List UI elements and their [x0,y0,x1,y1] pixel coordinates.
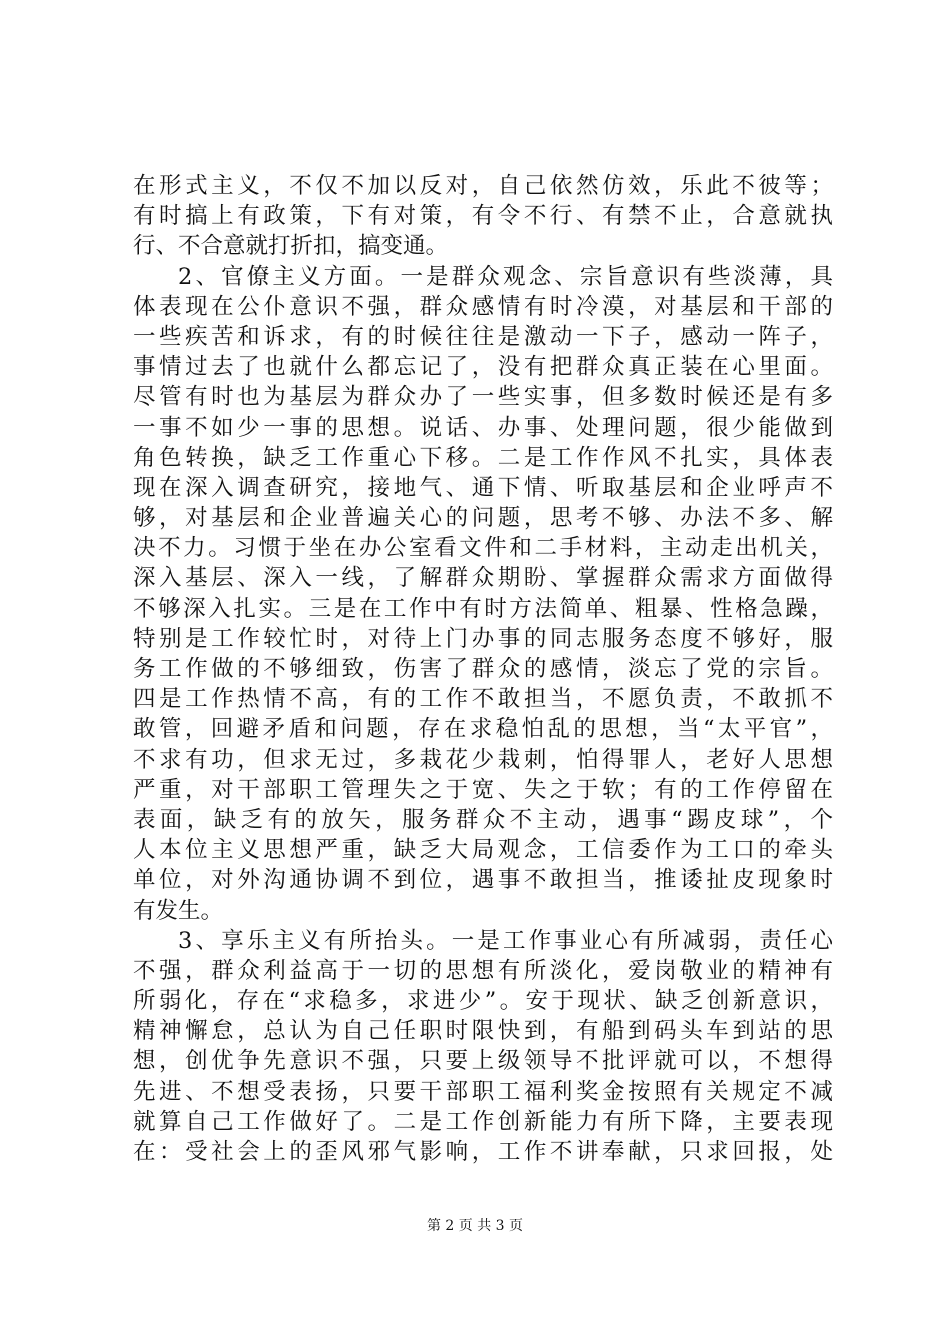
text-line: 不强，群众利益高于一切的思想有所淡化，爱岗敬业的精神有 [133,957,833,984]
text-line: 角色转换，缺乏工作重心下移。二是工作作风不扎实，具体表 [133,444,833,471]
text-line: 不求有功，但求无过，多栽花少栽刺，怕得罪人，老好人思想 [133,746,833,773]
text-line: 就算自己工作做好了。二是工作创新能力有所下降，主要表现 [133,1108,833,1135]
page-footer: 第 2 页 共 3 页 [426,1218,524,1234]
text-line: 想，创优争先意识不强，只要上级领导不批评就可以，不想得 [133,1048,833,1075]
text-line: 尽管有时也为基层为群众办了一些实事，但多数时候还是有多 [133,384,833,411]
body-text [133,171,833,1167]
text-line: 有时搞上有政策，下有对策，有令不行、有禁不止，合意就执 [133,203,833,230]
text-line: 一些疾苦和诉求，有的时候往往是激动一下子，感动一阵子， [133,323,833,350]
text-line: 敢管，回避矛盾和问题，存在求稳怕乱的思想，当“太平官”， [133,716,833,743]
text-line: 特别是工作较忙时，对待上门办事的同志服务态度不够好，服 [133,625,833,652]
text-line: 表面，缺乏有的放矢，服务群众不主动，遇事“踢皮球”，个 [133,806,833,833]
text-line: 一事不如少一事的思想。说话、办事、处理问题，很少能做到 [133,414,833,441]
text-line: 决不力。习惯于坐在办公室看文件和二手材料，主动走出机关， [133,535,833,562]
text-line: 人本位主义思想严重，缺乏大局观念，工信委作为工口的牵头 [133,837,833,864]
text-line: 精神懈怠，总认为自己任职时限快到，有船到码头车到站的思 [133,1018,833,1045]
text-line: 在：受社会上的歪风邪气影响，工作不讲奉献，只求回报，处 [133,1139,833,1165]
text-line: 在形式主义，不仅不加以反对，自己依然仿效，乐此不彼等； [133,173,833,199]
text-line: 够，对基层和企业普遍关心的问题，思考不够、办法不多、解 [133,505,833,532]
text-line: 所弱化，存在“求稳多，求进少”。安于现状、缺乏创新意识， [133,988,833,1015]
text-line: 不够深入扎实。三是在工作中有时方法简单、粗暴、性格急躁， [133,595,833,622]
text-line: 四是工作热情不高，有的工作不敢担当，不愿负责，不敢抓不 [133,686,833,713]
text-line: 现在深入调查研究，接地气、通下情、听取基层和企业呼声不 [133,474,833,501]
text-line: 事情过去了也就什么都忘记了，没有把群众真正装在心里面。 [133,354,833,381]
text-line: 单位，对外沟通协调不到位，遇事不敢担当，推诿扯皮现象时 [133,867,833,894]
text-line: 深入基层、深入一线，了解群众期盼、掌握群众需求方面做得 [133,565,833,592]
text-line: 务工作做的不够细致，伤害了群众的感情，淡忘了党的宗旨。 [133,656,833,682]
text-line: 体表现在公仆意识不强，群众感情有时冷漠，对基层和干部的 [133,293,833,320]
text-line: 先进、不想受表扬，只要干部职工福利奖金按照有关规定不减 [133,1078,833,1105]
text-line: 2、官僚主义方面。一是群众观念、宗旨意识有些淡薄，具 [178,263,833,290]
text-line: 有发生。 [133,897,224,924]
text-line: 行、不合意就打折扣，搞变通。 [133,233,449,260]
text-line: 严重，对干部职工管理失之于宽、失之于软；有的工作停留在 [133,776,833,803]
text-line: 3、享乐主义有所抬头。一是工作事业心有所减弱，责任心 [178,927,833,954]
